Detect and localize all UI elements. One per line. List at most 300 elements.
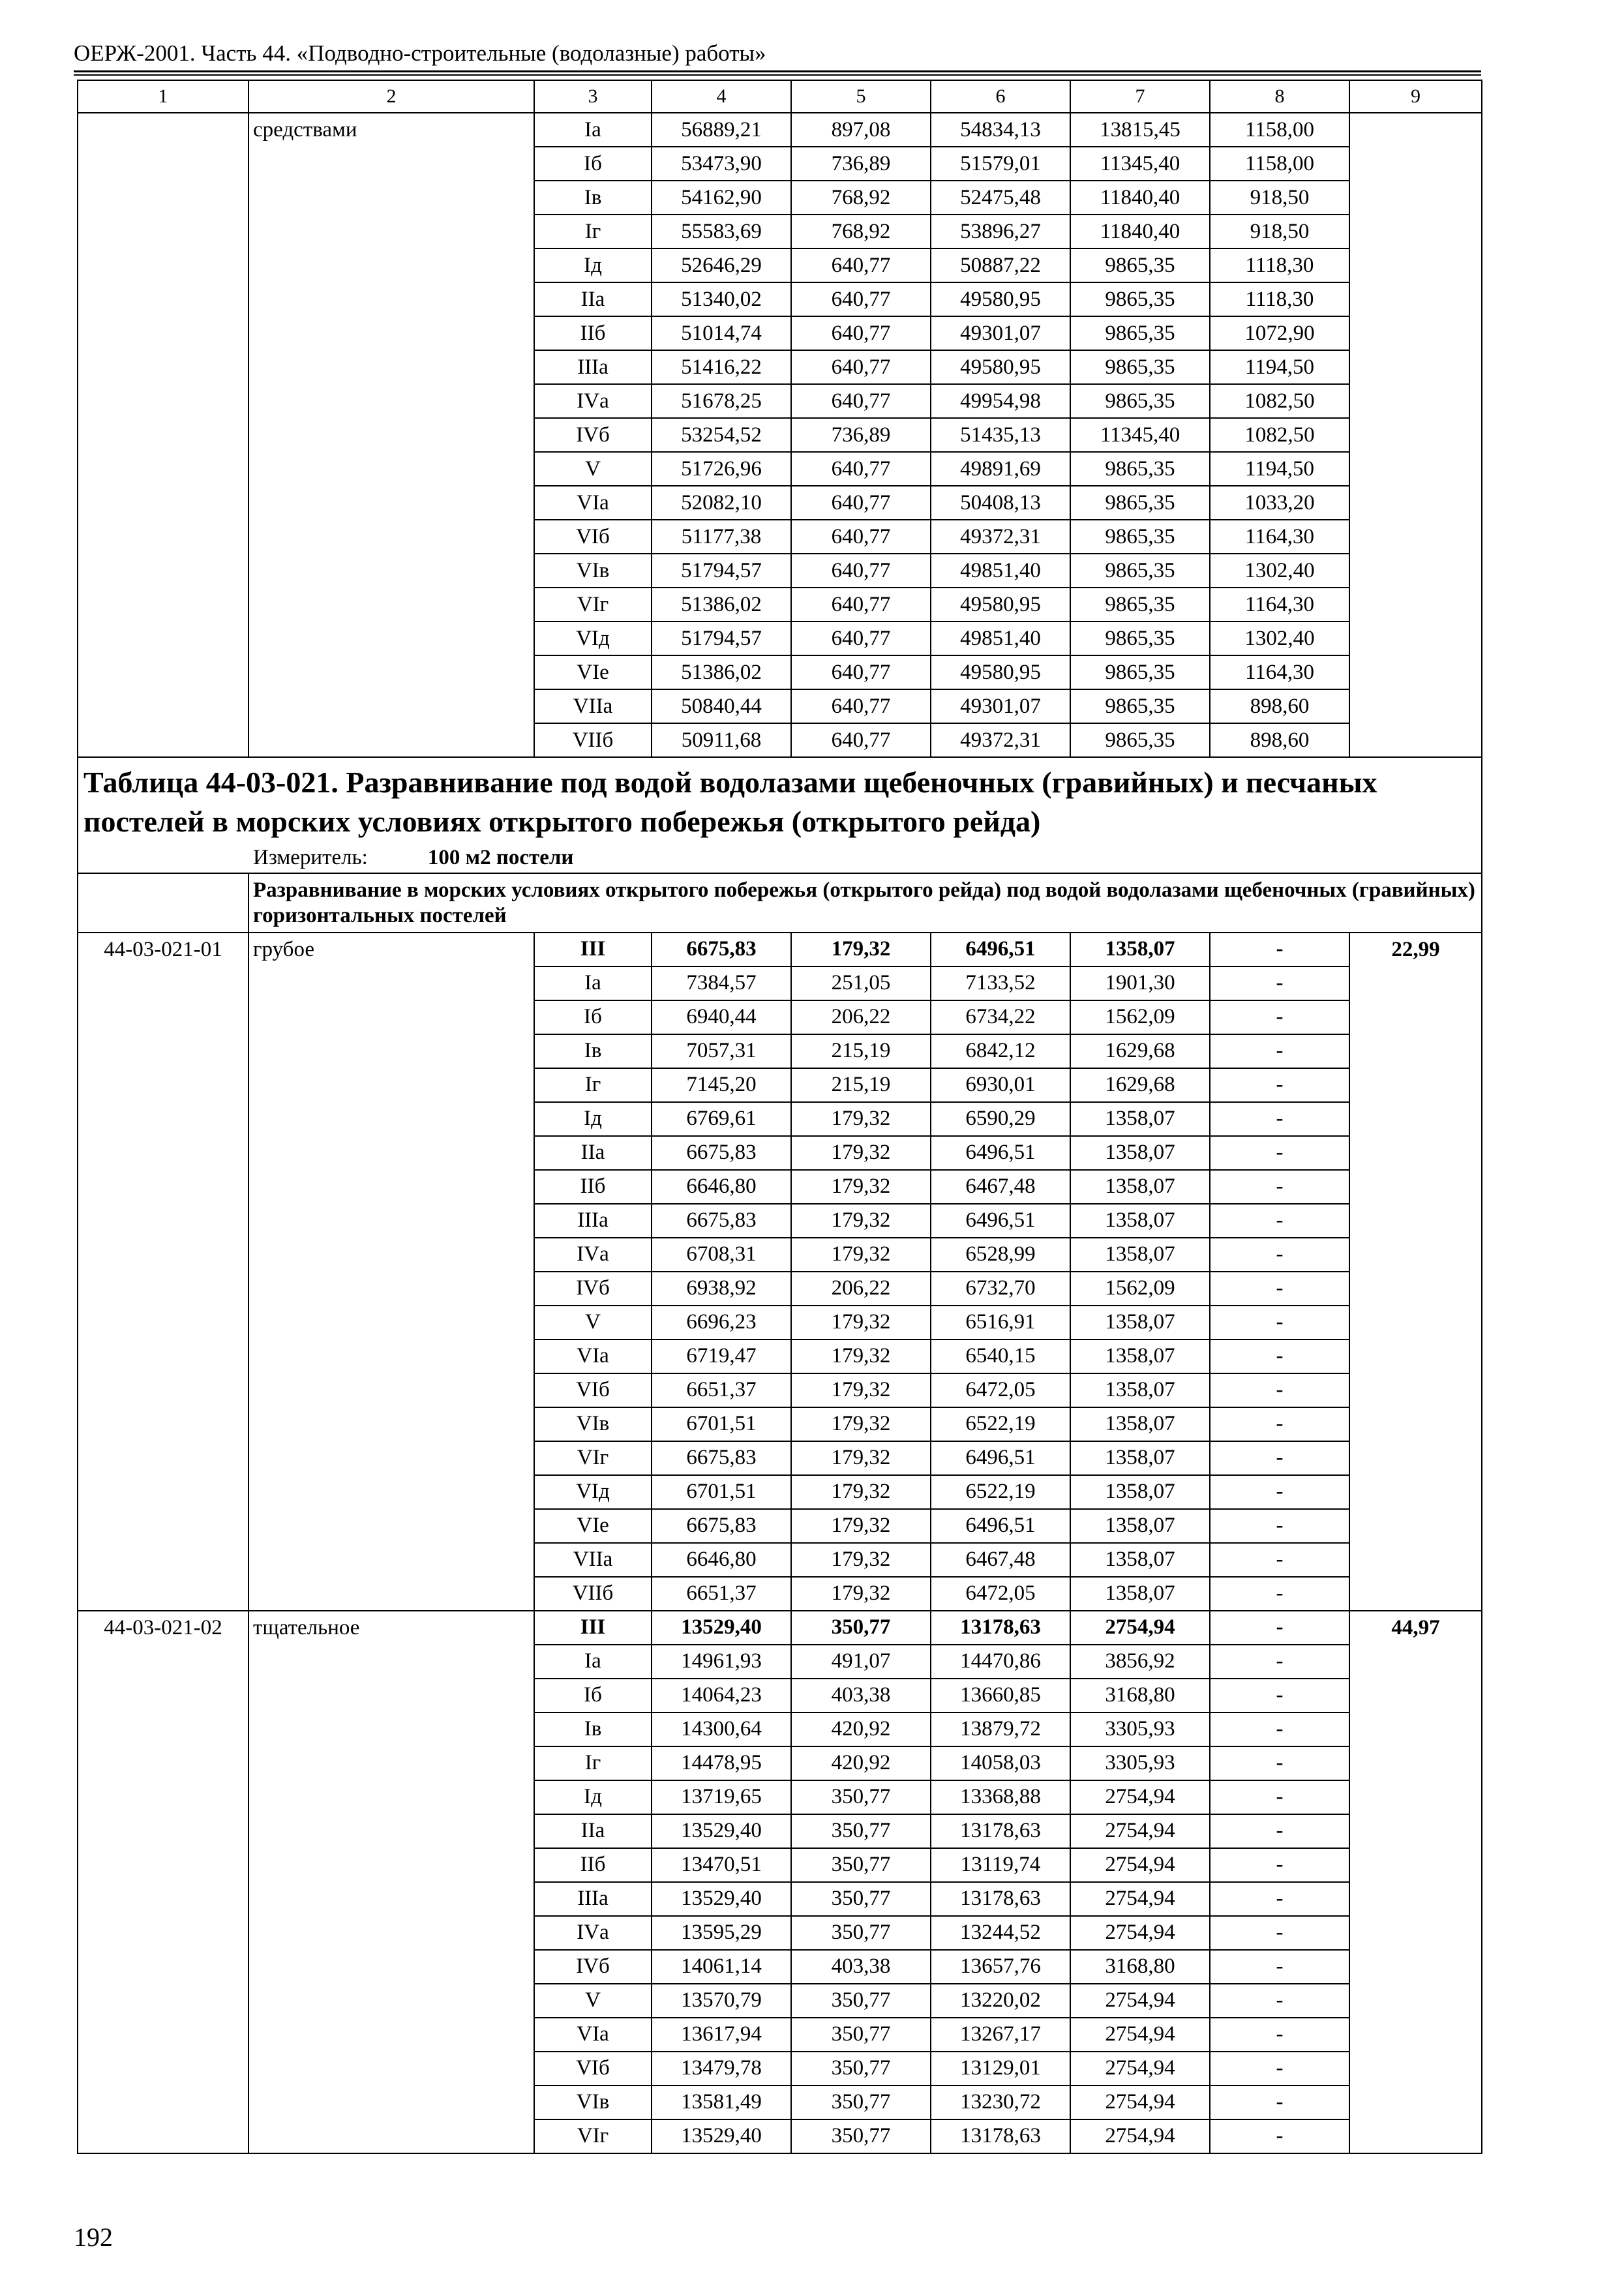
value-cell: 3856,92 xyxy=(1070,1645,1210,1679)
code-cell xyxy=(78,1746,248,1780)
value-cell: 6734,22 xyxy=(931,1000,1070,1034)
zone-cell: Iа xyxy=(534,966,652,1000)
value-cell: - xyxy=(1210,1950,1349,1984)
code-cell xyxy=(78,1814,248,1848)
value-cell: 179,32 xyxy=(791,1339,931,1373)
zone-cell: VIе xyxy=(534,655,652,689)
value-cell: 9865,35 xyxy=(1070,350,1210,384)
value-cell: 179,32 xyxy=(791,1373,931,1407)
total-cell xyxy=(1349,1679,1482,1713)
code-cell xyxy=(78,1475,248,1509)
table-row xyxy=(78,1577,1482,1611)
name-cell xyxy=(248,1034,534,1068)
value-cell: - xyxy=(1210,2052,1349,2086)
table-title-row xyxy=(78,757,1482,844)
value-cell: 1358,07 xyxy=(1070,1339,1210,1373)
value-cell: 350,77 xyxy=(791,1814,931,1848)
zone-cell: VIIб xyxy=(534,1577,652,1611)
value-cell: 350,77 xyxy=(791,2018,931,2052)
code-cell xyxy=(78,1000,248,1034)
table-row xyxy=(78,1204,1482,1238)
zone-cell: Iд xyxy=(534,248,652,282)
code-cell: 44-03-021-01 xyxy=(78,933,248,966)
code-cell xyxy=(78,418,248,452)
value-cell: 1358,07 xyxy=(1070,1407,1210,1441)
zone-cell: VIв xyxy=(534,1407,652,1441)
table-row xyxy=(78,384,1482,418)
code-cell xyxy=(78,554,248,588)
value-cell: 13178,63 xyxy=(931,1611,1070,1645)
zone-cell: IIб xyxy=(534,316,652,350)
table-row xyxy=(78,1543,1482,1577)
value-cell: 1158,00 xyxy=(1210,113,1349,147)
value-cell: 898,60 xyxy=(1210,723,1349,757)
total-cell xyxy=(1349,1034,1482,1068)
name-cell xyxy=(248,1339,534,1373)
value-cell: 179,32 xyxy=(791,1102,931,1136)
total-cell: 22,99 xyxy=(1349,933,1482,966)
total-cell xyxy=(1349,1984,1482,2018)
measure-row xyxy=(78,844,1482,873)
code-cell xyxy=(78,1339,248,1373)
zone-cell: IVа xyxy=(534,1238,652,1272)
total-cell: 44,97 xyxy=(1349,1611,1482,1645)
value-cell: 1358,07 xyxy=(1070,1543,1210,1577)
value-cell: 1118,30 xyxy=(1210,248,1349,282)
table-row xyxy=(78,2086,1482,2119)
value-cell: 11840,40 xyxy=(1070,215,1210,248)
table-row xyxy=(78,1950,1482,1984)
value-cell: 13529,40 xyxy=(652,1882,791,1916)
column-number: 7 xyxy=(1070,80,1210,113)
value-cell: 49851,40 xyxy=(931,621,1070,655)
name-cell xyxy=(248,350,534,384)
value-cell: 13178,63 xyxy=(931,2119,1070,2153)
zone-cell: VIг xyxy=(534,2119,652,2153)
code-cell xyxy=(78,1984,248,2018)
code-cell xyxy=(78,2119,248,2153)
value-cell: 1082,50 xyxy=(1210,384,1349,418)
zone-cell: VIа xyxy=(534,2018,652,2052)
name-cell xyxy=(248,689,534,723)
zone-cell: IIIа xyxy=(534,1204,652,1238)
value-cell: 3168,80 xyxy=(1070,1679,1210,1713)
table-row xyxy=(78,1916,1482,1950)
total-cell xyxy=(1349,1204,1482,1238)
name-cell xyxy=(248,1204,534,1238)
name-cell xyxy=(248,1645,534,1679)
subheading-row xyxy=(78,873,1482,933)
total-cell xyxy=(1349,1272,1482,1306)
zone-cell: IIа xyxy=(534,282,652,316)
code-cell xyxy=(78,215,248,248)
zone-cell: IIб xyxy=(534,1848,652,1882)
value-cell: 2754,94 xyxy=(1070,1984,1210,2018)
value-cell: 1072,90 xyxy=(1210,316,1349,350)
value-cell: 53896,27 xyxy=(931,215,1070,248)
total-cell xyxy=(1349,1136,1482,1170)
name-cell xyxy=(248,215,534,248)
value-cell: 13581,49 xyxy=(652,2086,791,2119)
table-row xyxy=(78,1339,1482,1373)
column-number: 5 xyxy=(791,80,931,113)
value-cell: 51794,57 xyxy=(652,554,791,588)
code-cell xyxy=(78,316,248,350)
value-cell: 13220,02 xyxy=(931,1984,1070,2018)
total-cell xyxy=(1349,966,1482,1000)
value-cell: 7057,31 xyxy=(652,1034,791,1068)
value-cell: 179,32 xyxy=(791,1136,931,1170)
zone-cell: VIд xyxy=(534,1475,652,1509)
value-cell: 640,77 xyxy=(791,520,931,554)
table-row xyxy=(78,1679,1482,1713)
name-cell xyxy=(248,655,534,689)
zone-cell: IIIа xyxy=(534,1882,652,1916)
value-cell: - xyxy=(1210,1306,1349,1339)
zone-cell: IVа xyxy=(534,1916,652,1950)
code-cell xyxy=(78,1136,248,1170)
value-cell: - xyxy=(1210,1645,1349,1679)
zone-cell: Iа xyxy=(534,1645,652,1679)
value-cell: 6675,83 xyxy=(652,1441,791,1475)
table-row xyxy=(78,520,1482,554)
value-cell: 13660,85 xyxy=(931,1679,1070,1713)
value-cell: 14961,93 xyxy=(652,1645,791,1679)
value-cell: 1358,07 xyxy=(1070,933,1210,966)
value-cell: 6732,70 xyxy=(931,1272,1070,1306)
value-cell: 1358,07 xyxy=(1070,1102,1210,1136)
column-number: 3 xyxy=(534,80,652,113)
value-cell: 640,77 xyxy=(791,588,931,621)
value-cell: 13719,65 xyxy=(652,1780,791,1814)
value-cell: 350,77 xyxy=(791,1611,931,1645)
value-cell: 1358,07 xyxy=(1070,1170,1210,1204)
table-row xyxy=(78,655,1482,689)
name-cell xyxy=(248,1238,534,1272)
value-cell: 55583,69 xyxy=(652,215,791,248)
table-row xyxy=(78,966,1482,1000)
total-cell xyxy=(1349,1577,1482,1611)
value-cell: 768,92 xyxy=(791,215,931,248)
section-subheading: Разравнивание в морских условиях открытого побережья (открытого рейда) под водой водолазами щебеночных (гравийных) горизонтальных постелей xyxy=(248,873,1482,933)
value-cell: 179,32 xyxy=(791,1509,931,1543)
value-cell: 6516,91 xyxy=(931,1306,1070,1339)
value-cell: 6940,44 xyxy=(652,1000,791,1034)
name-cell xyxy=(248,1441,534,1475)
value-cell: 14064,23 xyxy=(652,1679,791,1713)
value-cell: - xyxy=(1210,1713,1349,1746)
table-row xyxy=(78,1306,1482,1339)
value-cell: 13119,74 xyxy=(931,1848,1070,1882)
value-cell: 9865,35 xyxy=(1070,520,1210,554)
page-number: 192 xyxy=(74,2222,113,2252)
value-cell: 1158,00 xyxy=(1210,147,1349,181)
value-cell: 1629,68 xyxy=(1070,1034,1210,1068)
total-cell xyxy=(1349,655,1482,689)
zone-cell: VIв xyxy=(534,554,652,588)
table-row xyxy=(78,723,1482,757)
value-cell: - xyxy=(1210,1780,1349,1814)
value-cell: 49891,69 xyxy=(931,452,1070,486)
value-cell: 13479,78 xyxy=(652,2052,791,2086)
value-cell: 13595,29 xyxy=(652,1916,791,1950)
column-number: 8 xyxy=(1210,80,1349,113)
name-cell xyxy=(248,1407,534,1441)
code-cell xyxy=(78,282,248,316)
value-cell: 2754,94 xyxy=(1070,1814,1210,1848)
value-cell: 13368,88 xyxy=(931,1780,1070,1814)
value-cell: - xyxy=(1210,1339,1349,1373)
code-cell xyxy=(78,1916,248,1950)
name-cell xyxy=(248,1916,534,1950)
value-cell: 13657,76 xyxy=(931,1950,1070,1984)
value-cell: 1562,09 xyxy=(1070,1000,1210,1034)
value-cell: 49301,07 xyxy=(931,316,1070,350)
name-cell xyxy=(248,1373,534,1407)
value-cell: 14470,86 xyxy=(931,1645,1070,1679)
zone-cell: Iб xyxy=(534,147,652,181)
value-cell: 51794,57 xyxy=(652,621,791,655)
value-cell: 215,19 xyxy=(791,1068,931,1102)
value-cell: 251,05 xyxy=(791,966,931,1000)
value-cell: - xyxy=(1210,2086,1349,2119)
value-cell: 1194,50 xyxy=(1210,350,1349,384)
value-cell: 13529,40 xyxy=(652,1611,791,1645)
zone-cell: Iв xyxy=(534,1713,652,1746)
value-cell: 897,08 xyxy=(791,113,931,147)
value-cell: 640,77 xyxy=(791,621,931,655)
table-row xyxy=(78,147,1482,181)
name-cell xyxy=(248,1780,534,1814)
total-cell xyxy=(1349,147,1482,181)
value-cell: - xyxy=(1210,1000,1349,1034)
zone-cell: VIа xyxy=(534,1339,652,1373)
value-cell: 179,32 xyxy=(791,1170,931,1204)
table-row xyxy=(78,689,1482,723)
value-cell: - xyxy=(1210,1272,1349,1306)
zone-cell: IIб xyxy=(534,1170,652,1204)
name-cell xyxy=(248,1543,534,1577)
value-cell: - xyxy=(1210,1577,1349,1611)
value-cell: 640,77 xyxy=(791,452,931,486)
value-cell: 403,38 xyxy=(791,1950,931,1984)
value-cell: 9865,35 xyxy=(1070,621,1210,655)
value-cell: 51386,02 xyxy=(652,655,791,689)
value-cell: 14300,64 xyxy=(652,1713,791,1746)
zone-cell: VIIа xyxy=(534,1543,652,1577)
total-cell xyxy=(1349,113,1482,147)
total-cell xyxy=(1349,1170,1482,1204)
zone-cell: VIв xyxy=(534,2086,652,2119)
value-cell: 640,77 xyxy=(791,689,931,723)
value-cell: 9865,35 xyxy=(1070,452,1210,486)
total-cell xyxy=(1349,689,1482,723)
name-cell xyxy=(248,1984,534,2018)
zone-cell: III xyxy=(534,933,652,966)
total-cell xyxy=(1349,1441,1482,1475)
code-cell xyxy=(78,1170,248,1204)
value-cell: 898,60 xyxy=(1210,689,1349,723)
code-cell xyxy=(78,452,248,486)
code-cell xyxy=(78,1577,248,1611)
zone-cell: VIб xyxy=(534,1373,652,1407)
value-cell: 50408,13 xyxy=(931,486,1070,520)
table-row xyxy=(78,1102,1482,1136)
value-cell: 350,77 xyxy=(791,1882,931,1916)
zone-cell: Iб xyxy=(534,1679,652,1713)
value-cell: 1358,07 xyxy=(1070,1238,1210,1272)
value-cell: 7133,52 xyxy=(931,966,1070,1000)
value-cell: 6696,23 xyxy=(652,1306,791,1339)
value-cell: 6675,83 xyxy=(652,1136,791,1170)
name-cell xyxy=(248,1746,534,1780)
value-cell: 640,77 xyxy=(791,554,931,588)
name-cell xyxy=(248,554,534,588)
table-row xyxy=(78,933,1482,966)
value-cell: 11345,40 xyxy=(1070,147,1210,181)
value-cell: 640,77 xyxy=(791,655,931,689)
value-cell: - xyxy=(1210,1611,1349,1645)
header-rule xyxy=(74,70,1481,72)
code-cell xyxy=(78,2086,248,2119)
value-cell: 6701,51 xyxy=(652,1407,791,1441)
value-cell: 215,19 xyxy=(791,1034,931,1068)
table-row xyxy=(78,215,1482,248)
table-row xyxy=(78,1611,1482,1645)
value-cell: 350,77 xyxy=(791,2052,931,2086)
value-cell: 14061,14 xyxy=(652,1950,791,1984)
zone-cell: Iд xyxy=(534,1780,652,1814)
zone-cell: IVб xyxy=(534,1272,652,1306)
value-cell: 640,77 xyxy=(791,316,931,350)
value-cell: 1358,07 xyxy=(1070,1373,1210,1407)
value-cell: 1358,07 xyxy=(1070,1306,1210,1339)
name-cell: тщательное xyxy=(248,1611,534,1645)
value-cell: - xyxy=(1210,2119,1349,2153)
table-row xyxy=(78,1170,1482,1204)
zone-cell: III xyxy=(534,1611,652,1645)
code-cell xyxy=(78,1509,248,1543)
zone-cell: Iг xyxy=(534,1068,652,1102)
total-cell xyxy=(1349,1882,1482,1916)
value-cell: 49580,95 xyxy=(931,588,1070,621)
total-cell xyxy=(1349,1848,1482,1882)
value-cell: 179,32 xyxy=(791,1441,931,1475)
total-cell xyxy=(1349,1645,1482,1679)
zone-cell: VIб xyxy=(534,520,652,554)
code-cell xyxy=(78,384,248,418)
value-cell: 1033,20 xyxy=(1210,486,1349,520)
value-cell: 6472,05 xyxy=(931,1577,1070,1611)
table-row xyxy=(78,1136,1482,1170)
value-cell: 52475,48 xyxy=(931,181,1070,215)
value-cell: 13178,63 xyxy=(931,1882,1070,1916)
value-cell: - xyxy=(1210,1238,1349,1272)
value-cell: 11345,40 xyxy=(1070,418,1210,452)
value-cell: 1358,07 xyxy=(1070,1577,1210,1611)
value-cell: 6719,47 xyxy=(652,1339,791,1373)
table-row xyxy=(78,1645,1482,1679)
total-cell xyxy=(1349,1068,1482,1102)
name-cell: средствами xyxy=(248,113,534,147)
code-cell xyxy=(78,1543,248,1577)
total-cell xyxy=(1349,1339,1482,1373)
value-cell: 403,38 xyxy=(791,1679,931,1713)
name-cell xyxy=(248,282,534,316)
name-cell xyxy=(248,1679,534,1713)
zone-cell: IIIа xyxy=(534,350,652,384)
name-cell xyxy=(248,1814,534,1848)
value-cell: 13244,52 xyxy=(931,1916,1070,1950)
total-cell xyxy=(1349,1407,1482,1441)
total-cell xyxy=(1349,2052,1482,2086)
value-cell: 9865,35 xyxy=(1070,689,1210,723)
total-cell xyxy=(1349,1950,1482,1984)
value-cell: 179,32 xyxy=(791,1543,931,1577)
zone-cell: Iд xyxy=(534,1102,652,1136)
value-cell: 14058,03 xyxy=(931,1746,1070,1780)
value-cell: 1901,30 xyxy=(1070,966,1210,1000)
value-cell: - xyxy=(1210,1882,1349,1916)
zone-cell: VIе xyxy=(534,1509,652,1543)
total-cell xyxy=(1349,1746,1482,1780)
value-cell: 6651,37 xyxy=(652,1373,791,1407)
total-cell xyxy=(1349,452,1482,486)
value-cell: 51726,96 xyxy=(652,452,791,486)
value-cell: 6496,51 xyxy=(931,1441,1070,1475)
code-cell xyxy=(78,1272,248,1306)
value-cell: 50887,22 xyxy=(931,248,1070,282)
value-cell: 9865,35 xyxy=(1070,316,1210,350)
value-cell: 6842,12 xyxy=(931,1034,1070,1068)
value-cell: 2754,94 xyxy=(1070,2018,1210,2052)
value-cell: 918,50 xyxy=(1210,181,1349,215)
zone-cell: VIIа xyxy=(534,689,652,723)
value-cell: 350,77 xyxy=(791,1848,931,1882)
total-cell xyxy=(1349,282,1482,316)
value-cell: 6496,51 xyxy=(931,1136,1070,1170)
table-row xyxy=(78,1441,1482,1475)
value-cell: 6651,37 xyxy=(652,1577,791,1611)
zone-cell: Iг xyxy=(534,1746,652,1780)
value-cell: 640,77 xyxy=(791,282,931,316)
name-cell xyxy=(248,621,534,655)
total-cell xyxy=(1349,554,1482,588)
value-cell: - xyxy=(1210,1814,1349,1848)
value-cell: 1194,50 xyxy=(1210,452,1349,486)
value-cell: 1118,30 xyxy=(1210,282,1349,316)
table-row xyxy=(78,1882,1482,1916)
table-row xyxy=(78,282,1482,316)
value-cell: 7384,57 xyxy=(652,966,791,1000)
name-cell xyxy=(248,2086,534,2119)
value-cell: - xyxy=(1210,1068,1349,1102)
value-cell: 49954,98 xyxy=(931,384,1070,418)
name-cell xyxy=(248,486,534,520)
value-cell: 9865,35 xyxy=(1070,282,1210,316)
table-row xyxy=(78,588,1482,621)
zone-cell: IVа xyxy=(534,384,652,418)
value-cell: 51579,01 xyxy=(931,147,1070,181)
value-cell: - xyxy=(1210,1373,1349,1407)
zone-cell: V xyxy=(534,452,652,486)
running-header: ОЕРЖ-2001. Часть 44. «Подводно-строительные (водолазные) работы» xyxy=(74,40,766,66)
total-cell xyxy=(1349,181,1482,215)
value-cell: 13617,94 xyxy=(652,2018,791,2052)
value-cell: 350,77 xyxy=(791,2086,931,2119)
total-cell xyxy=(1349,1916,1482,1950)
zone-cell: VIг xyxy=(534,1441,652,1475)
